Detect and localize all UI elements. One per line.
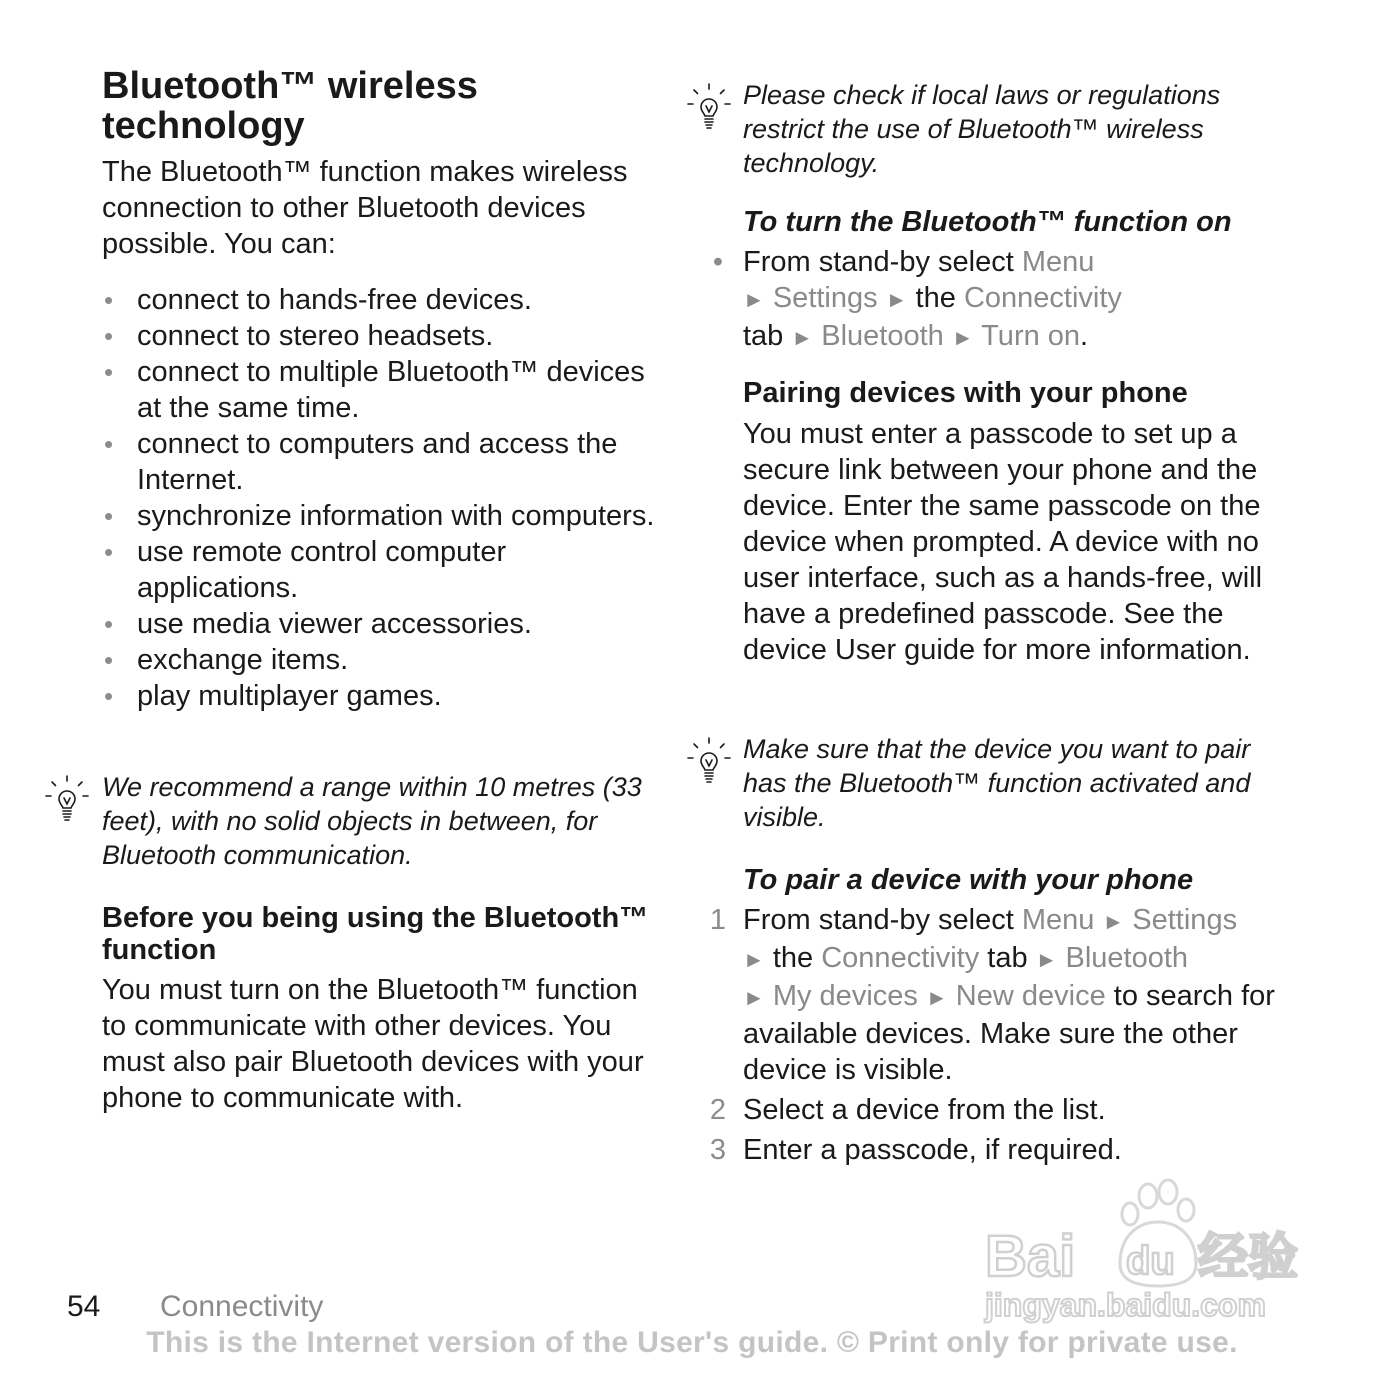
bullet-marker: •: [104, 645, 114, 675]
arrow-right-icon: ►: [951, 325, 974, 350]
internet-version-notice: This is the Internet version of the User's guide. © Print only for private use.: [146, 1326, 1238, 1359]
instruction-step: [703, 1132, 1303, 1168]
list-item: [102, 498, 662, 534]
menu-item-my-devices: My devices: [772, 980, 918, 1012]
list-item-text: connect to hands-free devices.: [137, 284, 532, 316]
list-item: [102, 318, 662, 354]
arrow-right-icon: ►: [743, 947, 765, 972]
instruction-text: Select a device from the list.: [743, 1094, 1106, 1126]
pair-device-heading: To pair a device with your phone: [743, 864, 1194, 896]
instruction-text: tab: [987, 942, 1028, 974]
menu-item-turn-on: Turn on: [981, 320, 1081, 352]
instruction-text: tab: [743, 320, 784, 352]
tip-device-visible: [686, 732, 1306, 834]
arrow-right-icon: ►: [1035, 947, 1058, 972]
page-title: Bluetooth™ wireless technology: [102, 65, 478, 147]
menu-item-menu: Menu: [1021, 904, 1095, 936]
page-number: 54: [67, 1290, 101, 1323]
lightbulb-icon: [686, 736, 732, 786]
instruction-text: .: [1080, 320, 1089, 352]
bullet-marker: •: [712, 246, 724, 278]
turn-on-instruction: [703, 244, 1303, 356]
arrow-right-icon: ►: [1102, 909, 1125, 934]
tip-device-visible-text: Make sure that the device you want to pair has the Bluetooth™ function activated and visible.: [743, 734, 1251, 832]
list-item-text: use remote control computer applications.: [137, 536, 507, 604]
menu-item-bluetooth: Bluetooth: [821, 320, 944, 352]
svg-text:经验: 经验: [1198, 1228, 1298, 1286]
arrow-right-icon: ►: [791, 325, 814, 350]
arrow-right-icon: ►: [743, 287, 765, 312]
menu-item-bluetooth: Bluetooth: [1065, 942, 1189, 974]
pairing-heading: Pairing devices with your phone: [743, 377, 1188, 409]
tip-local-laws: [686, 78, 1306, 180]
baidu-jingyan-watermark: [980, 1176, 1310, 1326]
svg-text:jingyan.baidu.com: jingyan.baidu.com: [985, 1287, 1266, 1323]
list-item-text: use media viewer accessories.: [137, 608, 532, 640]
bullet-marker: •: [104, 609, 114, 639]
section-name: Connectivity: [160, 1290, 324, 1323]
instruction-text: to search for available devices. Make sure the other device is visible.: [743, 980, 1275, 1086]
step-number: 2: [709, 1094, 727, 1126]
capabilities-list: [102, 282, 662, 714]
tip-range: [44, 770, 664, 872]
list-item-text: play multiplayer games.: [137, 680, 442, 712]
list-item: [102, 282, 662, 318]
before-using-heading: Before you being using the Bluetooth™ function: [102, 902, 649, 966]
list-item-text: connect to stereo headsets.: [137, 320, 494, 352]
list-item: [102, 426, 662, 498]
list-item: [102, 534, 662, 606]
bullet-marker: •: [104, 501, 114, 531]
lightbulb-icon: [44, 774, 90, 824]
instruction-step: [703, 902, 1303, 1088]
tip-range-text: We recommend a range within 10 metres (33 feet), with no solid objects in between, for Bluetooth communication.: [102, 772, 642, 870]
svg-text:Bai: Bai: [985, 1224, 1076, 1289]
list-item-text: connect to multiple Bluetooth™ devices at the same time.: [137, 356, 645, 424]
arrow-right-icon: ►: [885, 287, 908, 312]
list-item-text: exchange items.: [137, 644, 349, 676]
pairing-paragraph: You must enter a passcode to set up a secure link between your phone and the device. Enter the same passcode on the device when prompted. A device with no user interface, such as a hands-free, will have a predefined passcode. See the device User guide for more information.: [743, 418, 1263, 666]
list-item: [102, 354, 662, 426]
step-number: 1: [709, 904, 727, 936]
list-item: [102, 642, 662, 678]
step-number: 3: [709, 1134, 727, 1166]
instruction-text: the: [772, 942, 814, 974]
arrow-right-icon: ►: [925, 985, 948, 1010]
menu-item-new-device: New device: [955, 980, 1106, 1012]
svg-text:du: du: [1126, 1239, 1175, 1283]
list-item: [102, 606, 662, 642]
turn-on-heading: To turn the Bluetooth™ function on: [743, 206, 1232, 238]
pair-steps-list: [703, 902, 1303, 1172]
bullet-marker: •: [104, 537, 114, 567]
list-item-text: synchronize information with computers.: [137, 500, 655, 532]
bullet-marker: •: [104, 429, 114, 459]
before-using-paragraph: You must turn on the Bluetooth™ function to communicate with other devices. You must also pair Bluetooth devices with your phone to communicate with.: [102, 974, 644, 1114]
intro-paragraph: The Bluetooth™ function makes wireless connection to other Bluetooth devices possible. You can:: [102, 156, 628, 260]
list-item: [102, 678, 662, 714]
menu-item-connectivity: Connectivity: [963, 282, 1122, 314]
menu-item-connectivity: Connectivity: [821, 942, 980, 974]
bullet-marker: •: [104, 681, 114, 711]
bullet-marker: •: [104, 285, 114, 315]
list-item-text: connect to computers and access the Internet.: [137, 428, 618, 496]
bullet-marker: •: [104, 321, 114, 351]
instruction-step: [703, 1092, 1303, 1128]
instruction-text: From stand-by select: [743, 246, 1014, 278]
menu-item-settings: Settings: [1132, 904, 1238, 936]
instruction-text: the: [915, 282, 956, 314]
menu-item-menu: Menu: [1021, 246, 1095, 278]
instruction-text: Enter a passcode, if required.: [743, 1134, 1122, 1166]
instruction-text: From stand-by select: [743, 904, 1014, 936]
instruction-step: [703, 244, 1303, 356]
tip-local-laws-text: Please check if local laws or regulations restrict the use of Bluetooth™ wireless technology.: [743, 80, 1221, 178]
menu-item-settings: Settings: [772, 282, 878, 314]
arrow-right-icon: ►: [743, 985, 765, 1010]
lightbulb-icon: [686, 82, 732, 132]
bullet-marker: •: [104, 357, 114, 387]
